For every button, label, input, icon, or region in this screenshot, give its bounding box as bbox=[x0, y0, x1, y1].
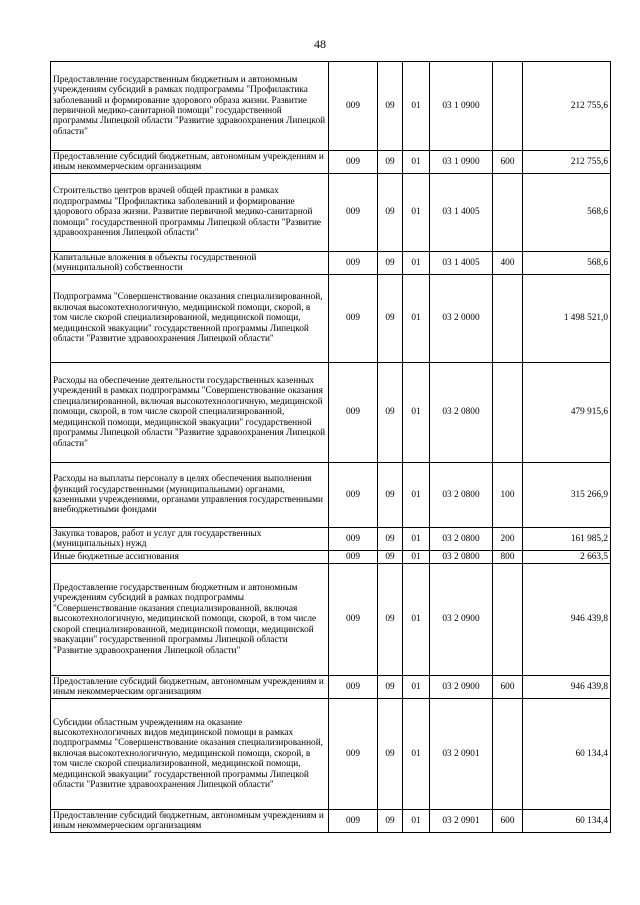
row-target-article-code: 03 2 0800 bbox=[430, 363, 493, 463]
budget-table-body bbox=[51, 62, 611, 833]
table-row bbox=[51, 151, 611, 174]
row-name: Строительство центров врачей общей практики в рамках подпрограммы "Профилактика заболеваний и формирование здорового образа жизни. Развитие первичной медико-санитарной помощи" государственной программы Липецкой области "Развитие здравоохранения Липецкой области" bbox=[51, 174, 329, 252]
row-subsection-code: 01 bbox=[403, 551, 430, 564]
row-amount: 1 498 521,0 bbox=[523, 275, 611, 363]
table-row bbox=[51, 810, 611, 833]
row-subsection-code: 01 bbox=[403, 275, 430, 363]
row-subsection-code: 01 bbox=[403, 528, 430, 551]
row-section-code: 09 bbox=[378, 62, 403, 151]
row-grbs-code: 009 bbox=[329, 363, 378, 463]
row-grbs-code: 009 bbox=[329, 564, 378, 676]
row-amount: 212 755,6 bbox=[523, 151, 611, 174]
row-subsection-code: 01 bbox=[403, 699, 430, 810]
table-row bbox=[51, 252, 611, 275]
table-row bbox=[51, 564, 611, 676]
row-subsection-code: 01 bbox=[403, 676, 430, 699]
row-target-article-code: 03 2 0800 bbox=[430, 551, 493, 564]
row-name: Капитальные вложения в объекты государственной (муниципальной) собственности bbox=[51, 252, 329, 275]
table-row bbox=[51, 275, 611, 363]
page-number: 48 bbox=[314, 37, 326, 51]
row-name: Расходы на обеспечение деятельности государственных казенных учреждений в рамках подпрограммы "Совершенствование оказания специализированной, включая высокотехнологичную, медицинской помощи, скорой, в том числе скорой специализированной, медицинской помощи, медицинской эвакуации" государственной программы Липецкой области "Развитие здравоохранения Липецкой области" bbox=[51, 363, 329, 463]
row-target-article-code: 03 2 0800 bbox=[430, 528, 493, 551]
row-target-article-code: 03 1 0900 bbox=[430, 62, 493, 151]
row-grbs-code: 009 bbox=[329, 463, 378, 528]
row-name: Предоставление государственным бюджетным и автономным учреждениям субсидий в рамках подпрограммы "Совершенствование оказания специализированной, включая высокотехнологичную, медицинской помощи, скорой, в том числе скорой специализированной, медицинской помощи, медицинской эвакуации" государственной программы Липецкой области "Развитие здравоохранения Липецкой области" bbox=[51, 564, 329, 676]
row-section-code: 09 bbox=[378, 174, 403, 252]
row-subsection-code: 01 bbox=[403, 174, 430, 252]
row-name: Предоставление государственным бюджетным и автономным учреждениям субсидий в рамках подпрограммы "Профилактика заболеваний и формирование здорового образа жизни. Развитие первичной медико-санитарной помощи" государственной программы Липецкой области "Развитие здравоохранения Липецкой области" bbox=[51, 62, 329, 151]
row-expense-type-code bbox=[493, 699, 523, 810]
row-subsection-code: 01 bbox=[403, 463, 430, 528]
row-expense-type-code: 600 bbox=[493, 810, 523, 833]
row-section-code: 09 bbox=[378, 810, 403, 833]
table-row bbox=[51, 363, 611, 463]
row-expense-type-code: 100 bbox=[493, 463, 523, 528]
row-target-article-code: 03 1 4005 bbox=[430, 174, 493, 252]
row-target-article-code: 03 1 0900 bbox=[430, 151, 493, 174]
table-row bbox=[51, 699, 611, 810]
row-section-code: 09 bbox=[378, 676, 403, 699]
row-subsection-code: 01 bbox=[403, 810, 430, 833]
row-section-code: 09 bbox=[378, 252, 403, 275]
row-section-code: 09 bbox=[378, 564, 403, 676]
row-grbs-code: 009 bbox=[329, 810, 378, 833]
row-expense-type-code bbox=[493, 363, 523, 463]
table-row bbox=[51, 463, 611, 528]
row-expense-type-code bbox=[493, 275, 523, 363]
row-grbs-code: 009 bbox=[329, 174, 378, 252]
row-target-article-code: 03 1 4005 bbox=[430, 252, 493, 275]
row-target-article-code: 03 2 0901 bbox=[430, 810, 493, 833]
row-grbs-code: 009 bbox=[329, 62, 378, 151]
row-amount: 161 985,2 bbox=[523, 528, 611, 551]
row-subsection-code: 01 bbox=[403, 151, 430, 174]
row-name: Подпрограмма "Совершенствование оказания специализированной, включая высокотехнологичную, медицинской помощи, скорой, в том числе скорой специализированной, медицинской помощи, медицинской эвакуации" государственной программы Липецкой области "Развитие здравоохранения Липецкой области" bbox=[51, 275, 329, 363]
table-row bbox=[51, 62, 611, 151]
row-amount: 946 439,8 bbox=[523, 676, 611, 699]
table-row bbox=[51, 551, 611, 564]
row-section-code: 09 bbox=[378, 699, 403, 810]
row-expense-type-code: 800 bbox=[493, 551, 523, 564]
row-amount: 315 266,9 bbox=[523, 463, 611, 528]
row-name: Предоставление субсидий бюджетным, автономным учреждениям и иным некоммерческим организациям bbox=[51, 676, 329, 699]
row-expense-type-code: 600 bbox=[493, 151, 523, 174]
row-subsection-code: 01 bbox=[403, 252, 430, 275]
row-expense-type-code bbox=[493, 62, 523, 151]
row-amount: 212 755,6 bbox=[523, 62, 611, 151]
row-name: Закупка товаров, работ и услуг для государственных (муниципальных) нужд bbox=[51, 528, 329, 551]
row-target-article-code: 03 2 0800 bbox=[430, 463, 493, 528]
row-expense-type-code bbox=[493, 564, 523, 676]
row-subsection-code: 01 bbox=[403, 62, 430, 151]
row-expense-type-code: 200 bbox=[493, 528, 523, 551]
row-section-code: 09 bbox=[378, 363, 403, 463]
row-name: Расходы на выплаты персоналу в целях обеспечения выполнения функций государственными (муниципальными) органами, казенными учреждениями, органами управления государственными внебюджетными фондами bbox=[51, 463, 329, 528]
row-expense-type-code: 600 bbox=[493, 676, 523, 699]
row-amount: 2 663,5 bbox=[523, 551, 611, 564]
row-grbs-code: 009 bbox=[329, 151, 378, 174]
row-name: Субсидии областным учреждениям на оказание высокотехнологичных видов медицинской помощи в рамках подпрограммы "Совершенствование оказания специализированной, включая высокотехнологичную, медицинской помощи, скорой, в том числе скорой специализированной, медицинской помощи, медицинской эвакуации" государственной программы Липецкой области "Развитие здравоохранения Липецкой области" bbox=[51, 699, 329, 810]
table-row bbox=[51, 676, 611, 699]
row-section-code: 09 bbox=[378, 551, 403, 564]
row-section-code: 09 bbox=[378, 151, 403, 174]
row-target-article-code: 03 2 0900 bbox=[430, 564, 493, 676]
row-amount: 568,6 bbox=[523, 252, 611, 275]
table-row bbox=[51, 528, 611, 551]
row-name: Иные бюджетные ассигнования bbox=[51, 551, 329, 564]
row-amount: 479 915,6 bbox=[523, 363, 611, 463]
row-grbs-code: 009 bbox=[329, 252, 378, 275]
row-section-code: 09 bbox=[378, 275, 403, 363]
budget-table bbox=[50, 61, 611, 833]
row-name: Предоставление субсидий бюджетным, автономным учреждениям и иным некоммерческим организациям bbox=[51, 810, 329, 833]
row-grbs-code: 009 bbox=[329, 551, 378, 564]
row-grbs-code: 009 bbox=[329, 528, 378, 551]
row-target-article-code: 03 2 0901 bbox=[430, 699, 493, 810]
row-section-code: 09 bbox=[378, 528, 403, 551]
row-amount: 60 134,4 bbox=[523, 810, 611, 833]
row-expense-type-code bbox=[493, 174, 523, 252]
row-target-article-code: 03 2 0000 bbox=[430, 275, 493, 363]
row-target-article-code: 03 2 0900 bbox=[430, 676, 493, 699]
table-row bbox=[51, 174, 611, 252]
row-amount: 946 439,8 bbox=[523, 564, 611, 676]
row-grbs-code: 009 bbox=[329, 676, 378, 699]
row-subsection-code: 01 bbox=[403, 363, 430, 463]
row-section-code: 09 bbox=[378, 463, 403, 528]
row-name: Предоставление субсидий бюджетным, автономным учреждениям и иным некоммерческим организациям bbox=[51, 151, 329, 174]
row-expense-type-code: 400 bbox=[493, 252, 523, 275]
row-amount: 60 134,4 bbox=[523, 699, 611, 810]
row-grbs-code: 009 bbox=[329, 699, 378, 810]
row-subsection-code: 01 bbox=[403, 564, 430, 676]
row-grbs-code: 009 bbox=[329, 275, 378, 363]
row-amount: 568,6 bbox=[523, 174, 611, 252]
